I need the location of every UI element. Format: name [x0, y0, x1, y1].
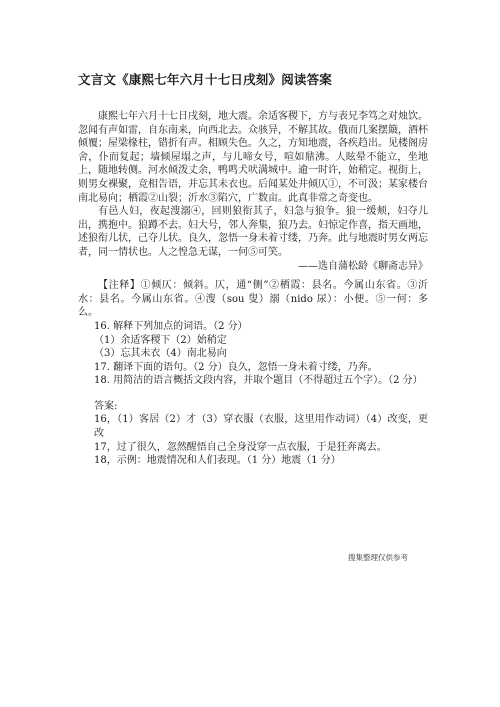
passage-paragraph-2: 有邑人妇，夜起溲溺④，回则狼衔其子，妇急与狼争。狼一缓颊，妇夺儿出，携抱中。狼蹲不去。妇大号，邻人奔集，狼乃去。妇惊定作喜，指天画地，述狼衔儿状，己夺儿状。良久，忽悟一身未着寸缕，乃奔。此与地震时男女两忘者，同一情状也。人之惶急无谋，一何⑤可笑。	[78, 206, 428, 258]
answers-heading: 答案:	[94, 400, 118, 412]
notes: 【注释】①倾仄：倾斜。仄，通“侧”②栖霞：县名。今属山东省。③沂水：县名。今属山东省。④溲（sou 叟）溺（nido 尿）：小便。⑤一何：多么。	[78, 280, 428, 319]
spacer	[78, 388, 428, 400]
question-16-item: （3）忘其未衣（4）南北易向	[94, 348, 227, 360]
document-title: 文言文《康熙七年六月十七日戌刻》阅读答案	[78, 72, 333, 87]
answer-16: 16，（1）客居（2）才（3）穿衣服（衣服，这里用作动词）（4）改变，更改	[94, 414, 428, 440]
answer-17: 17，过了很久，忽然醒悟自己全身没穿一点衣服，于是狂奔离去。	[94, 441, 387, 453]
question-18: 18. 用简洁的语言概括文段内容，并取个题目（不得超过五个字）。（2 分）	[94, 375, 423, 387]
document-body	[78, 110, 428, 468]
question-16-item: （1）余适客稷下（2）始稍定	[94, 334, 227, 346]
footer-note: 搜集整理仅供参考	[348, 553, 408, 562]
answer-18: 18，示例：地震情况和人们表现。（1 分）地震（1 分）	[94, 455, 341, 467]
passage-paragraph-1: 康熙七年六月十七日戌刻，地大震。余适客稷下，方与表兄李笃之对烛饮。忽闻有声如雷，自东南来，向西北去。众骇异，不解其故。俄而几案摆簸，酒杯倾覆；屋梁椽柱，错折有声。相顾失色。久之，方知地震，各疾趋出。见楼阁房舍，仆而复起；墙倾屋塌之声，与儿啼女号，喧如鼎沸。人眩晕不能立，坐地上，随地转侧。河水倾泼丈余，鸭鸣犬吠满城中。逾一时许，始稍定。视街上，则男女裸聚，竞相告语，并忘其未衣也。后闻某处井倾仄①，不可汲；某家楼台南北易向；栖霞②山裂；沂水③陷穴，广数亩。此真非常之奇变也。	[78, 111, 428, 204]
question-17: 17. 翻译下面的语句。（2 分）良久，忽悟一身未着寸缕，乃奔。	[94, 361, 378, 373]
question-16: 16. 解释下列加点的词语。（2 分）	[94, 320, 248, 332]
passage-source: ——选自蒲松龄《聊斋志异》	[298, 260, 428, 272]
